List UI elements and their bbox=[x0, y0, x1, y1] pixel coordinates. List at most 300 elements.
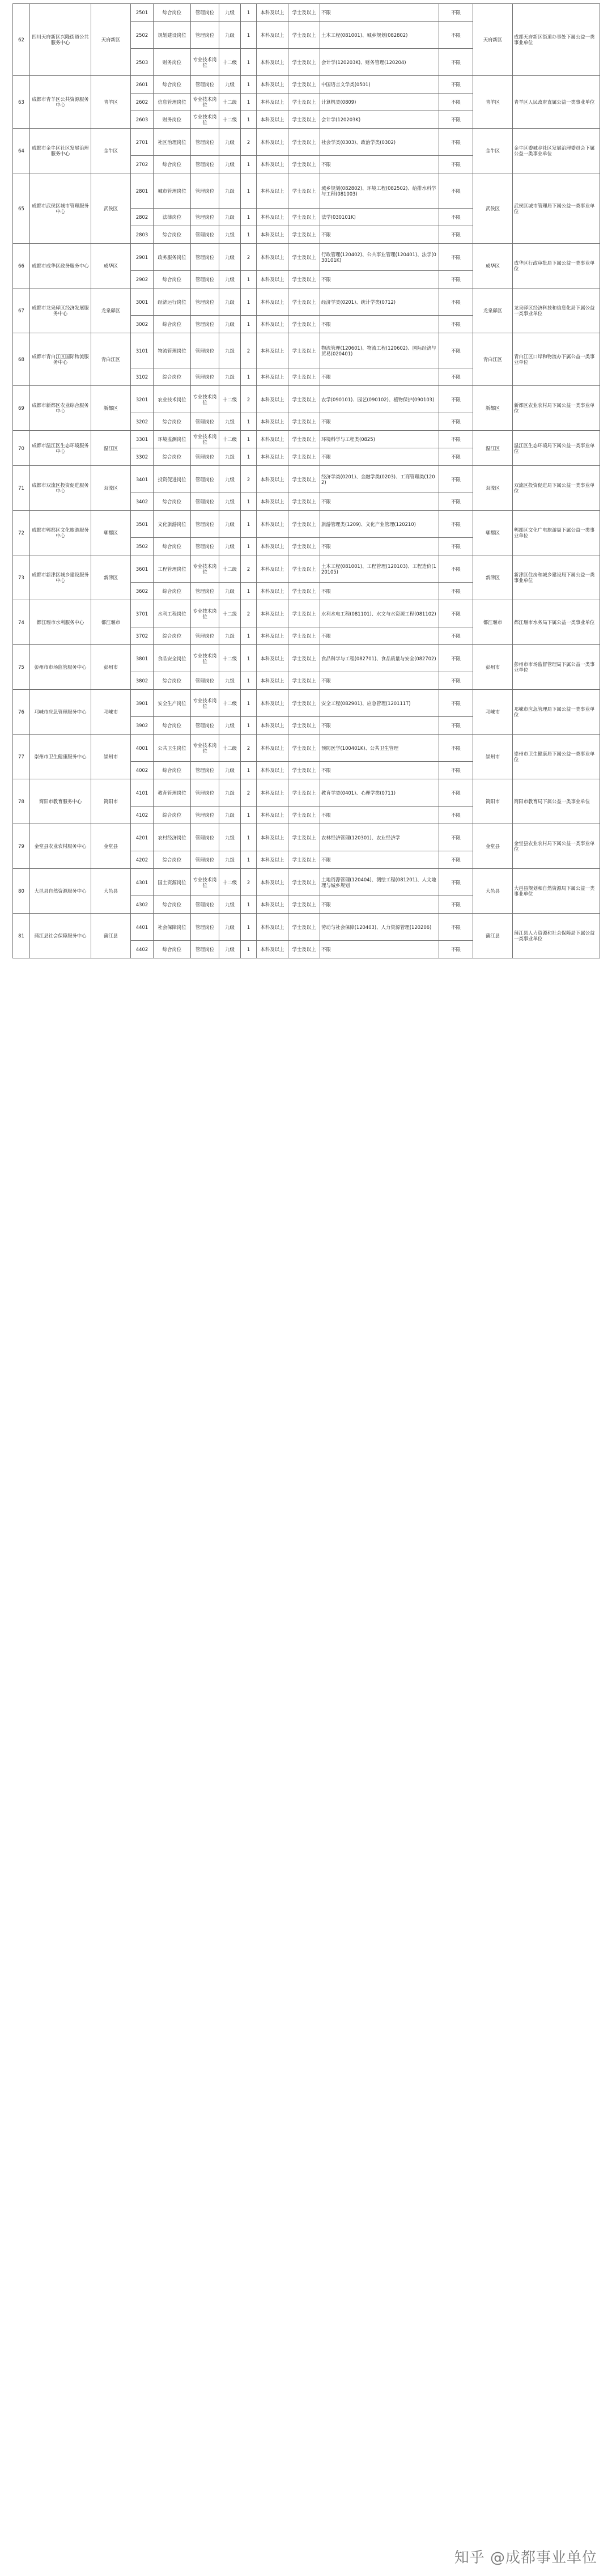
post-name-cell: 教育管理岗位 bbox=[154, 779, 191, 807]
post-level-cell: 九级 bbox=[219, 914, 241, 941]
major-cell: 不限 bbox=[320, 896, 439, 914]
education-cell: 本科及以上 bbox=[257, 156, 288, 173]
education-cell: 本科及以上 bbox=[257, 538, 288, 555]
table-row bbox=[13, 431, 600, 448]
major-cell: 不限 bbox=[320, 851, 439, 869]
other-requirement-cell: 不限 bbox=[439, 368, 473, 386]
headcount-cell: 2 bbox=[241, 735, 257, 762]
post-name-cell: 食品安全岗位 bbox=[154, 645, 191, 672]
unit-name-cell: 邛崃市应急管理服务中心 bbox=[30, 690, 91, 735]
post-name-cell: 财务岗位 bbox=[154, 111, 191, 129]
contact-cell: 金堂县 bbox=[473, 824, 513, 869]
post-code-cell: 3402 bbox=[131, 493, 154, 511]
post-code-cell: 3901 bbox=[131, 690, 154, 717]
post-code-cell: 3201 bbox=[131, 386, 154, 413]
post-code-cell: 2803 bbox=[131, 226, 154, 244]
other-requirement-cell: 不限 bbox=[439, 76, 473, 94]
post-type-cell: 管理岗位 bbox=[191, 466, 219, 493]
unit-name-cell: 大邑县自然资源服务中心 bbox=[30, 869, 91, 914]
recruitment-table bbox=[12, 3, 600, 958]
remarks-cell: 邛崃市应急管理局下属公益一类事业单位 bbox=[513, 690, 600, 735]
post-name-cell: 社会保障岗位 bbox=[154, 914, 191, 941]
post-level-cell: 九级 bbox=[219, 22, 241, 49]
post-level-cell: 九级 bbox=[219, 762, 241, 779]
other-requirement-cell: 不限 bbox=[439, 493, 473, 511]
post-level-cell: 九级 bbox=[219, 538, 241, 555]
degree-cell: 学士及以上 bbox=[288, 493, 320, 511]
major-cell: 不限 bbox=[320, 717, 439, 735]
education-cell: 本科及以上 bbox=[257, 493, 288, 511]
contact-cell: 大邑县 bbox=[473, 869, 513, 914]
headcount-cell: 1 bbox=[241, 672, 257, 690]
group-number-cell: 72 bbox=[13, 511, 30, 555]
contact-cell: 新津区 bbox=[473, 555, 513, 600]
post-code-cell: 2802 bbox=[131, 209, 154, 226]
post-code-cell: 3502 bbox=[131, 538, 154, 555]
post-level-cell: 九级 bbox=[219, 413, 241, 431]
education-cell: 本科及以上 bbox=[257, 386, 288, 413]
major-cell: 不限 bbox=[320, 226, 439, 244]
department-cell: 武侯区 bbox=[91, 173, 131, 244]
post-code-cell: 4401 bbox=[131, 914, 154, 941]
department-cell: 彭州市 bbox=[91, 645, 131, 690]
post-level-cell: 九级 bbox=[219, 807, 241, 824]
other-requirement-cell: 不限 bbox=[439, 173, 473, 209]
post-level-cell: 九级 bbox=[219, 209, 241, 226]
post-name-cell: 综合岗位 bbox=[154, 76, 191, 94]
post-code-cell: 4001 bbox=[131, 735, 154, 762]
headcount-cell: 1 bbox=[241, 271, 257, 288]
education-cell: 本科及以上 bbox=[257, 49, 288, 76]
post-type-cell: 专业技术岗位 bbox=[191, 645, 219, 672]
other-requirement-cell: 不限 bbox=[439, 896, 473, 914]
post-code-cell: 3702 bbox=[131, 627, 154, 645]
group-number-cell: 73 bbox=[13, 555, 30, 600]
other-requirement-cell: 不限 bbox=[439, 869, 473, 896]
remarks-cell: 新津区住房和城乡建设局下属公益一类事业单位 bbox=[513, 555, 600, 600]
group-number-cell: 81 bbox=[13, 914, 30, 958]
table-row bbox=[13, 869, 600, 896]
degree-cell: 学士及以上 bbox=[288, 511, 320, 538]
degree-cell: 学士及以上 bbox=[288, 627, 320, 645]
major-cell: 水利水电工程(081101)、水文与水资源工程(081102) bbox=[320, 600, 439, 627]
remarks-cell: 双流区投资促进局下属公益一类事业单位 bbox=[513, 466, 600, 511]
other-requirement-cell: 不限 bbox=[439, 762, 473, 779]
education-cell: 本科及以上 bbox=[257, 173, 288, 209]
other-requirement-cell: 不限 bbox=[439, 600, 473, 627]
headcount-cell: 1 bbox=[241, 173, 257, 209]
remarks-cell: 郫都区文化广电旅游局下属公益一类事业单位 bbox=[513, 511, 600, 555]
education-cell: 本科及以上 bbox=[257, 316, 288, 333]
post-type-cell: 管理岗位 bbox=[191, 824, 219, 851]
remarks-cell: 金牛区委城乡社区发展治理委员会下属公益一类事业单位 bbox=[513, 129, 600, 173]
unit-name-cell: 成都市武侯区城市管理服务中心 bbox=[30, 173, 91, 244]
table-row bbox=[13, 690, 600, 717]
post-name-cell: 规划建设岗位 bbox=[154, 22, 191, 49]
group-number-cell: 76 bbox=[13, 690, 30, 735]
headcount-cell: 1 bbox=[241, 111, 257, 129]
headcount-cell: 2 bbox=[241, 466, 257, 493]
unit-name-cell: 金堂县农业农村服务中心 bbox=[30, 824, 91, 869]
post-type-cell: 专业技术岗位 bbox=[191, 600, 219, 627]
major-cell: 不限 bbox=[320, 672, 439, 690]
table-row bbox=[13, 511, 600, 538]
headcount-cell: 1 bbox=[241, 511, 257, 538]
other-requirement-cell: 不限 bbox=[439, 914, 473, 941]
post-type-cell: 管理岗位 bbox=[191, 807, 219, 824]
education-cell: 本科及以上 bbox=[257, 717, 288, 735]
post-name-cell: 财务岗位 bbox=[154, 49, 191, 76]
education-cell: 本科及以上 bbox=[257, 511, 288, 538]
headcount-cell: 1 bbox=[241, 4, 257, 22]
headcount-cell: 2 bbox=[241, 555, 257, 583]
table-row bbox=[13, 4, 600, 22]
other-requirement-cell: 不限 bbox=[439, 333, 473, 368]
contact-cell: 温江区 bbox=[473, 431, 513, 466]
other-requirement-cell: 不限 bbox=[439, 448, 473, 466]
post-code-cell: 2901 bbox=[131, 244, 154, 271]
major-cell: 不限 bbox=[320, 583, 439, 600]
post-name-cell: 综合岗位 bbox=[154, 156, 191, 173]
post-code-cell: 3101 bbox=[131, 333, 154, 368]
post-name-cell: 环境监测岗位 bbox=[154, 431, 191, 448]
post-type-cell: 管理岗位 bbox=[191, 448, 219, 466]
degree-cell: 学士及以上 bbox=[288, 941, 320, 958]
post-type-cell: 管理岗位 bbox=[191, 896, 219, 914]
degree-cell: 学士及以上 bbox=[288, 851, 320, 869]
headcount-cell: 1 bbox=[241, 226, 257, 244]
post-type-cell: 管理岗位 bbox=[191, 413, 219, 431]
headcount-cell: 1 bbox=[241, 368, 257, 386]
headcount-cell: 1 bbox=[241, 538, 257, 555]
post-name-cell: 国土资源岗位 bbox=[154, 869, 191, 896]
unit-name-cell: 成都市郫都区文化旅游服务中心 bbox=[30, 511, 91, 555]
post-type-cell: 管理岗位 bbox=[191, 627, 219, 645]
unit-name-cell: 崇州市卫生健康服务中心 bbox=[30, 735, 91, 779]
headcount-cell: 1 bbox=[241, 76, 257, 94]
department-cell: 蒲江县 bbox=[91, 914, 131, 958]
post-level-cell: 十二级 bbox=[219, 555, 241, 583]
major-cell: 会计学(120203K) bbox=[320, 111, 439, 129]
degree-cell: 学士及以上 bbox=[288, 244, 320, 271]
major-cell: 社会学类(0303)、政治学类(0302) bbox=[320, 129, 439, 156]
post-name-cell: 综合岗位 bbox=[154, 762, 191, 779]
degree-cell: 学士及以上 bbox=[288, 583, 320, 600]
table-row bbox=[13, 779, 600, 807]
group-number-cell: 68 bbox=[13, 333, 30, 386]
post-level-cell: 九级 bbox=[219, 941, 241, 958]
remarks-cell: 简阳市教育局下属公益一类事业单位 bbox=[513, 779, 600, 824]
post-type-cell: 管理岗位 bbox=[191, 851, 219, 869]
group-number-cell: 80 bbox=[13, 869, 30, 914]
post-type-cell: 专业技术岗位 bbox=[191, 690, 219, 717]
post-level-cell: 九级 bbox=[219, 368, 241, 386]
post-code-cell: 3802 bbox=[131, 672, 154, 690]
post-code-cell: 3601 bbox=[131, 555, 154, 583]
headcount-cell: 2 bbox=[241, 333, 257, 368]
post-code-cell: 3801 bbox=[131, 645, 154, 672]
post-code-cell: 2601 bbox=[131, 76, 154, 94]
unit-name-cell: 都江堰市水利服务中心 bbox=[30, 600, 91, 645]
major-cell: 不限 bbox=[320, 538, 439, 555]
degree-cell: 学士及以上 bbox=[288, 914, 320, 941]
post-type-cell: 管理岗位 bbox=[191, 226, 219, 244]
department-cell: 金堂县 bbox=[91, 824, 131, 869]
post-level-cell: 十二级 bbox=[219, 431, 241, 448]
post-type-cell: 管理岗位 bbox=[191, 672, 219, 690]
education-cell: 本科及以上 bbox=[257, 824, 288, 851]
post-code-cell: 3102 bbox=[131, 368, 154, 386]
post-name-cell: 综合岗位 bbox=[154, 851, 191, 869]
remarks-cell: 新都区农业农村局下属公益一类事业单位 bbox=[513, 386, 600, 431]
table-row bbox=[13, 914, 600, 941]
headcount-cell: 1 bbox=[241, 156, 257, 173]
group-number-cell: 63 bbox=[13, 76, 30, 129]
post-name-cell: 综合岗位 bbox=[154, 583, 191, 600]
major-cell: 不限 bbox=[320, 627, 439, 645]
headcount-cell: 1 bbox=[241, 448, 257, 466]
post-level-cell: 九级 bbox=[219, 226, 241, 244]
unit-name-cell: 成都市青白江区国际物流服务中心 bbox=[30, 333, 91, 386]
degree-cell: 学士及以上 bbox=[288, 288, 320, 316]
other-requirement-cell: 不限 bbox=[439, 779, 473, 807]
post-level-cell: 九级 bbox=[219, 316, 241, 333]
degree-cell: 学士及以上 bbox=[288, 49, 320, 76]
contact-cell: 新都区 bbox=[473, 386, 513, 431]
degree-cell: 学士及以上 bbox=[288, 386, 320, 413]
post-code-cell: 3501 bbox=[131, 511, 154, 538]
post-level-cell: 十二级 bbox=[219, 49, 241, 76]
post-level-cell: 九级 bbox=[219, 672, 241, 690]
table-row bbox=[13, 288, 600, 316]
department-cell: 龙泉驿区 bbox=[91, 288, 131, 333]
post-name-cell: 政务服务岗位 bbox=[154, 244, 191, 271]
unit-name-cell: 四川天府新区兴隆街道公共服务中心 bbox=[30, 4, 91, 76]
other-requirement-cell: 不限 bbox=[439, 824, 473, 851]
post-type-cell: 管理岗位 bbox=[191, 511, 219, 538]
major-cell: 行政管理(120402)、公共事业管理(120401)、法学(030101K) bbox=[320, 244, 439, 271]
post-name-cell: 水利工程岗位 bbox=[154, 600, 191, 627]
headcount-cell: 2 bbox=[241, 386, 257, 413]
group-number-cell: 71 bbox=[13, 466, 30, 511]
post-code-cell: 3602 bbox=[131, 583, 154, 600]
department-cell: 新津区 bbox=[91, 555, 131, 600]
major-cell: 旅游管理类(1209)、文化产业管理(120210) bbox=[320, 511, 439, 538]
post-code-cell: 3202 bbox=[131, 413, 154, 431]
unit-name-cell: 成都市金牛区社区发展治理服务中心 bbox=[30, 129, 91, 173]
group-number-cell: 79 bbox=[13, 824, 30, 869]
headcount-cell: 1 bbox=[241, 645, 257, 672]
post-type-cell: 管理岗位 bbox=[191, 717, 219, 735]
post-code-cell: 2603 bbox=[131, 111, 154, 129]
post-name-cell: 社区治理岗位 bbox=[154, 129, 191, 156]
major-cell: 不限 bbox=[320, 4, 439, 22]
headcount-cell: 1 bbox=[241, 824, 257, 851]
post-type-cell: 管理岗位 bbox=[191, 129, 219, 156]
post-type-cell: 专业技术岗位 bbox=[191, 735, 219, 762]
other-requirement-cell: 不限 bbox=[439, 94, 473, 111]
headcount-cell: 1 bbox=[241, 94, 257, 111]
other-requirement-cell: 不限 bbox=[439, 583, 473, 600]
table-row bbox=[13, 645, 600, 672]
post-type-cell: 专业技术岗位 bbox=[191, 111, 219, 129]
post-name-cell: 综合岗位 bbox=[154, 413, 191, 431]
major-cell: 环境科学与工程类(0825) bbox=[320, 431, 439, 448]
post-name-cell: 综合岗位 bbox=[154, 941, 191, 958]
other-requirement-cell: 不限 bbox=[439, 271, 473, 288]
post-name-cell: 综合岗位 bbox=[154, 271, 191, 288]
major-cell: 劳动与社会保障(120403)、人力资源管理(120206) bbox=[320, 914, 439, 941]
degree-cell: 学士及以上 bbox=[288, 271, 320, 288]
post-name-cell: 综合岗位 bbox=[154, 672, 191, 690]
post-name-cell: 综合岗位 bbox=[154, 316, 191, 333]
education-cell: 本科及以上 bbox=[257, 129, 288, 156]
other-requirement-cell: 不限 bbox=[439, 431, 473, 448]
headcount-cell: 1 bbox=[241, 690, 257, 717]
table-row bbox=[13, 555, 600, 583]
degree-cell: 学士及以上 bbox=[288, 209, 320, 226]
remarks-cell: 龙泉驿区经济科技和信息化局下属公益一类事业单位 bbox=[513, 288, 600, 333]
degree-cell: 学士及以上 bbox=[288, 824, 320, 851]
contact-cell: 简阳市 bbox=[473, 779, 513, 824]
post-code-cell: 2502 bbox=[131, 22, 154, 49]
post-level-cell: 九级 bbox=[219, 466, 241, 493]
post-type-cell: 管理岗位 bbox=[191, 271, 219, 288]
education-cell: 本科及以上 bbox=[257, 851, 288, 869]
department-cell: 成华区 bbox=[91, 244, 131, 288]
other-requirement-cell: 不限 bbox=[439, 511, 473, 538]
major-cell: 不限 bbox=[320, 493, 439, 511]
post-level-cell: 十二级 bbox=[219, 690, 241, 717]
post-level-cell: 九级 bbox=[219, 333, 241, 368]
post-name-cell: 综合岗位 bbox=[154, 368, 191, 386]
other-requirement-cell: 不限 bbox=[439, 672, 473, 690]
major-cell: 经济学类(0201)、金融学类(0203)、工商管理类(1202) bbox=[320, 466, 439, 493]
department-cell: 崇州市 bbox=[91, 735, 131, 779]
table-row bbox=[13, 466, 600, 493]
education-cell: 本科及以上 bbox=[257, 941, 288, 958]
post-level-cell: 九级 bbox=[219, 824, 241, 851]
other-requirement-cell: 不限 bbox=[439, 413, 473, 431]
post-name-cell: 安全生产岗位 bbox=[154, 690, 191, 717]
education-cell: 本科及以上 bbox=[257, 431, 288, 448]
headcount-cell: 1 bbox=[241, 431, 257, 448]
post-name-cell: 文化旅游岗位 bbox=[154, 511, 191, 538]
post-type-cell: 管理岗位 bbox=[191, 209, 219, 226]
post-type-cell: 管理岗位 bbox=[191, 333, 219, 368]
table-row bbox=[13, 173, 600, 209]
contact-cell: 都江堰市 bbox=[473, 600, 513, 645]
education-cell: 本科及以上 bbox=[257, 466, 288, 493]
group-number-cell: 65 bbox=[13, 173, 30, 244]
degree-cell: 学士及以上 bbox=[288, 555, 320, 583]
education-cell: 本科及以上 bbox=[257, 76, 288, 94]
contact-cell: 青白江区 bbox=[473, 333, 513, 386]
post-name-cell: 信息管理岗位 bbox=[154, 94, 191, 111]
post-name-cell: 综合岗位 bbox=[154, 538, 191, 555]
department-cell: 青羊区 bbox=[91, 76, 131, 129]
group-number-cell: 77 bbox=[13, 735, 30, 779]
degree-cell: 学士及以上 bbox=[288, 600, 320, 627]
post-name-cell: 综合岗位 bbox=[154, 807, 191, 824]
post-level-cell: 十二级 bbox=[219, 386, 241, 413]
post-name-cell: 综合岗位 bbox=[154, 493, 191, 511]
post-name-cell: 工程管理岗位 bbox=[154, 555, 191, 583]
post-level-cell: 九级 bbox=[219, 173, 241, 209]
contact-cell: 双流区 bbox=[473, 466, 513, 511]
other-requirement-cell: 不限 bbox=[439, 226, 473, 244]
group-number-cell: 74 bbox=[13, 600, 30, 645]
contact-cell: 金牛区 bbox=[473, 129, 513, 173]
major-cell: 不限 bbox=[320, 156, 439, 173]
education-cell: 本科及以上 bbox=[257, 600, 288, 627]
post-level-cell: 九级 bbox=[219, 76, 241, 94]
post-level-cell: 九级 bbox=[219, 244, 241, 271]
unit-name-cell: 彭州市市场监管服务中心 bbox=[30, 645, 91, 690]
degree-cell: 学士及以上 bbox=[288, 896, 320, 914]
other-requirement-cell: 不限 bbox=[439, 49, 473, 76]
post-level-cell: 九级 bbox=[219, 779, 241, 807]
department-cell: 大邑县 bbox=[91, 869, 131, 914]
degree-cell: 学士及以上 bbox=[288, 94, 320, 111]
degree-cell: 学士及以上 bbox=[288, 413, 320, 431]
degree-cell: 学士及以上 bbox=[288, 226, 320, 244]
table-row bbox=[13, 386, 600, 413]
headcount-cell: 1 bbox=[241, 316, 257, 333]
headcount-cell: 1 bbox=[241, 627, 257, 645]
remarks-cell: 崇州市卫生健康局下属公益一类事业单位 bbox=[513, 735, 600, 779]
post-name-cell: 综合岗位 bbox=[154, 226, 191, 244]
major-cell: 不限 bbox=[320, 941, 439, 958]
other-requirement-cell: 不限 bbox=[439, 288, 473, 316]
post-type-cell: 管理岗位 bbox=[191, 538, 219, 555]
post-type-cell: 专业技术岗位 bbox=[191, 94, 219, 111]
post-level-cell: 九级 bbox=[219, 156, 241, 173]
unit-name-cell: 成都市青羊区公共资源服务中心 bbox=[30, 76, 91, 129]
department-cell: 都江堰市 bbox=[91, 600, 131, 645]
degree-cell: 学士及以上 bbox=[288, 779, 320, 807]
education-cell: 本科及以上 bbox=[257, 690, 288, 717]
post-code-cell: 3002 bbox=[131, 316, 154, 333]
table-row bbox=[13, 244, 600, 271]
post-name-cell: 法律岗位 bbox=[154, 209, 191, 226]
education-cell: 本科及以上 bbox=[257, 896, 288, 914]
education-cell: 本科及以上 bbox=[257, 583, 288, 600]
group-number-cell: 64 bbox=[13, 129, 30, 173]
remarks-cell: 青羊区人民政府直属公益一类事业单位 bbox=[513, 76, 600, 129]
post-name-cell: 农业技术岗位 bbox=[154, 386, 191, 413]
contact-cell: 彭州市 bbox=[473, 645, 513, 690]
table-row bbox=[13, 600, 600, 627]
degree-cell: 学士及以上 bbox=[288, 22, 320, 49]
contact-cell: 天府新区 bbox=[473, 4, 513, 76]
education-cell: 本科及以上 bbox=[257, 94, 288, 111]
major-cell: 农林经济管理(120301)、农业经济学 bbox=[320, 824, 439, 851]
contact-cell: 蒲江县 bbox=[473, 914, 513, 958]
major-cell: 计算机类(0809) bbox=[320, 94, 439, 111]
watermark-text: 知乎 @成都事业单位 bbox=[454, 2549, 597, 2566]
post-level-cell: 九级 bbox=[219, 717, 241, 735]
post-level-cell: 九级 bbox=[219, 448, 241, 466]
unit-name-cell: 成都市双流区投资促进服务中心 bbox=[30, 466, 91, 511]
post-type-cell: 管理岗位 bbox=[191, 156, 219, 173]
other-requirement-cell: 不限 bbox=[439, 538, 473, 555]
post-code-cell: 3902 bbox=[131, 717, 154, 735]
other-requirement-cell: 不限 bbox=[439, 466, 473, 493]
post-name-cell: 经济运行岗位 bbox=[154, 288, 191, 316]
major-cell: 安全工程(082901)、应急管理(120111T) bbox=[320, 690, 439, 717]
headcount-cell: 1 bbox=[241, 413, 257, 431]
